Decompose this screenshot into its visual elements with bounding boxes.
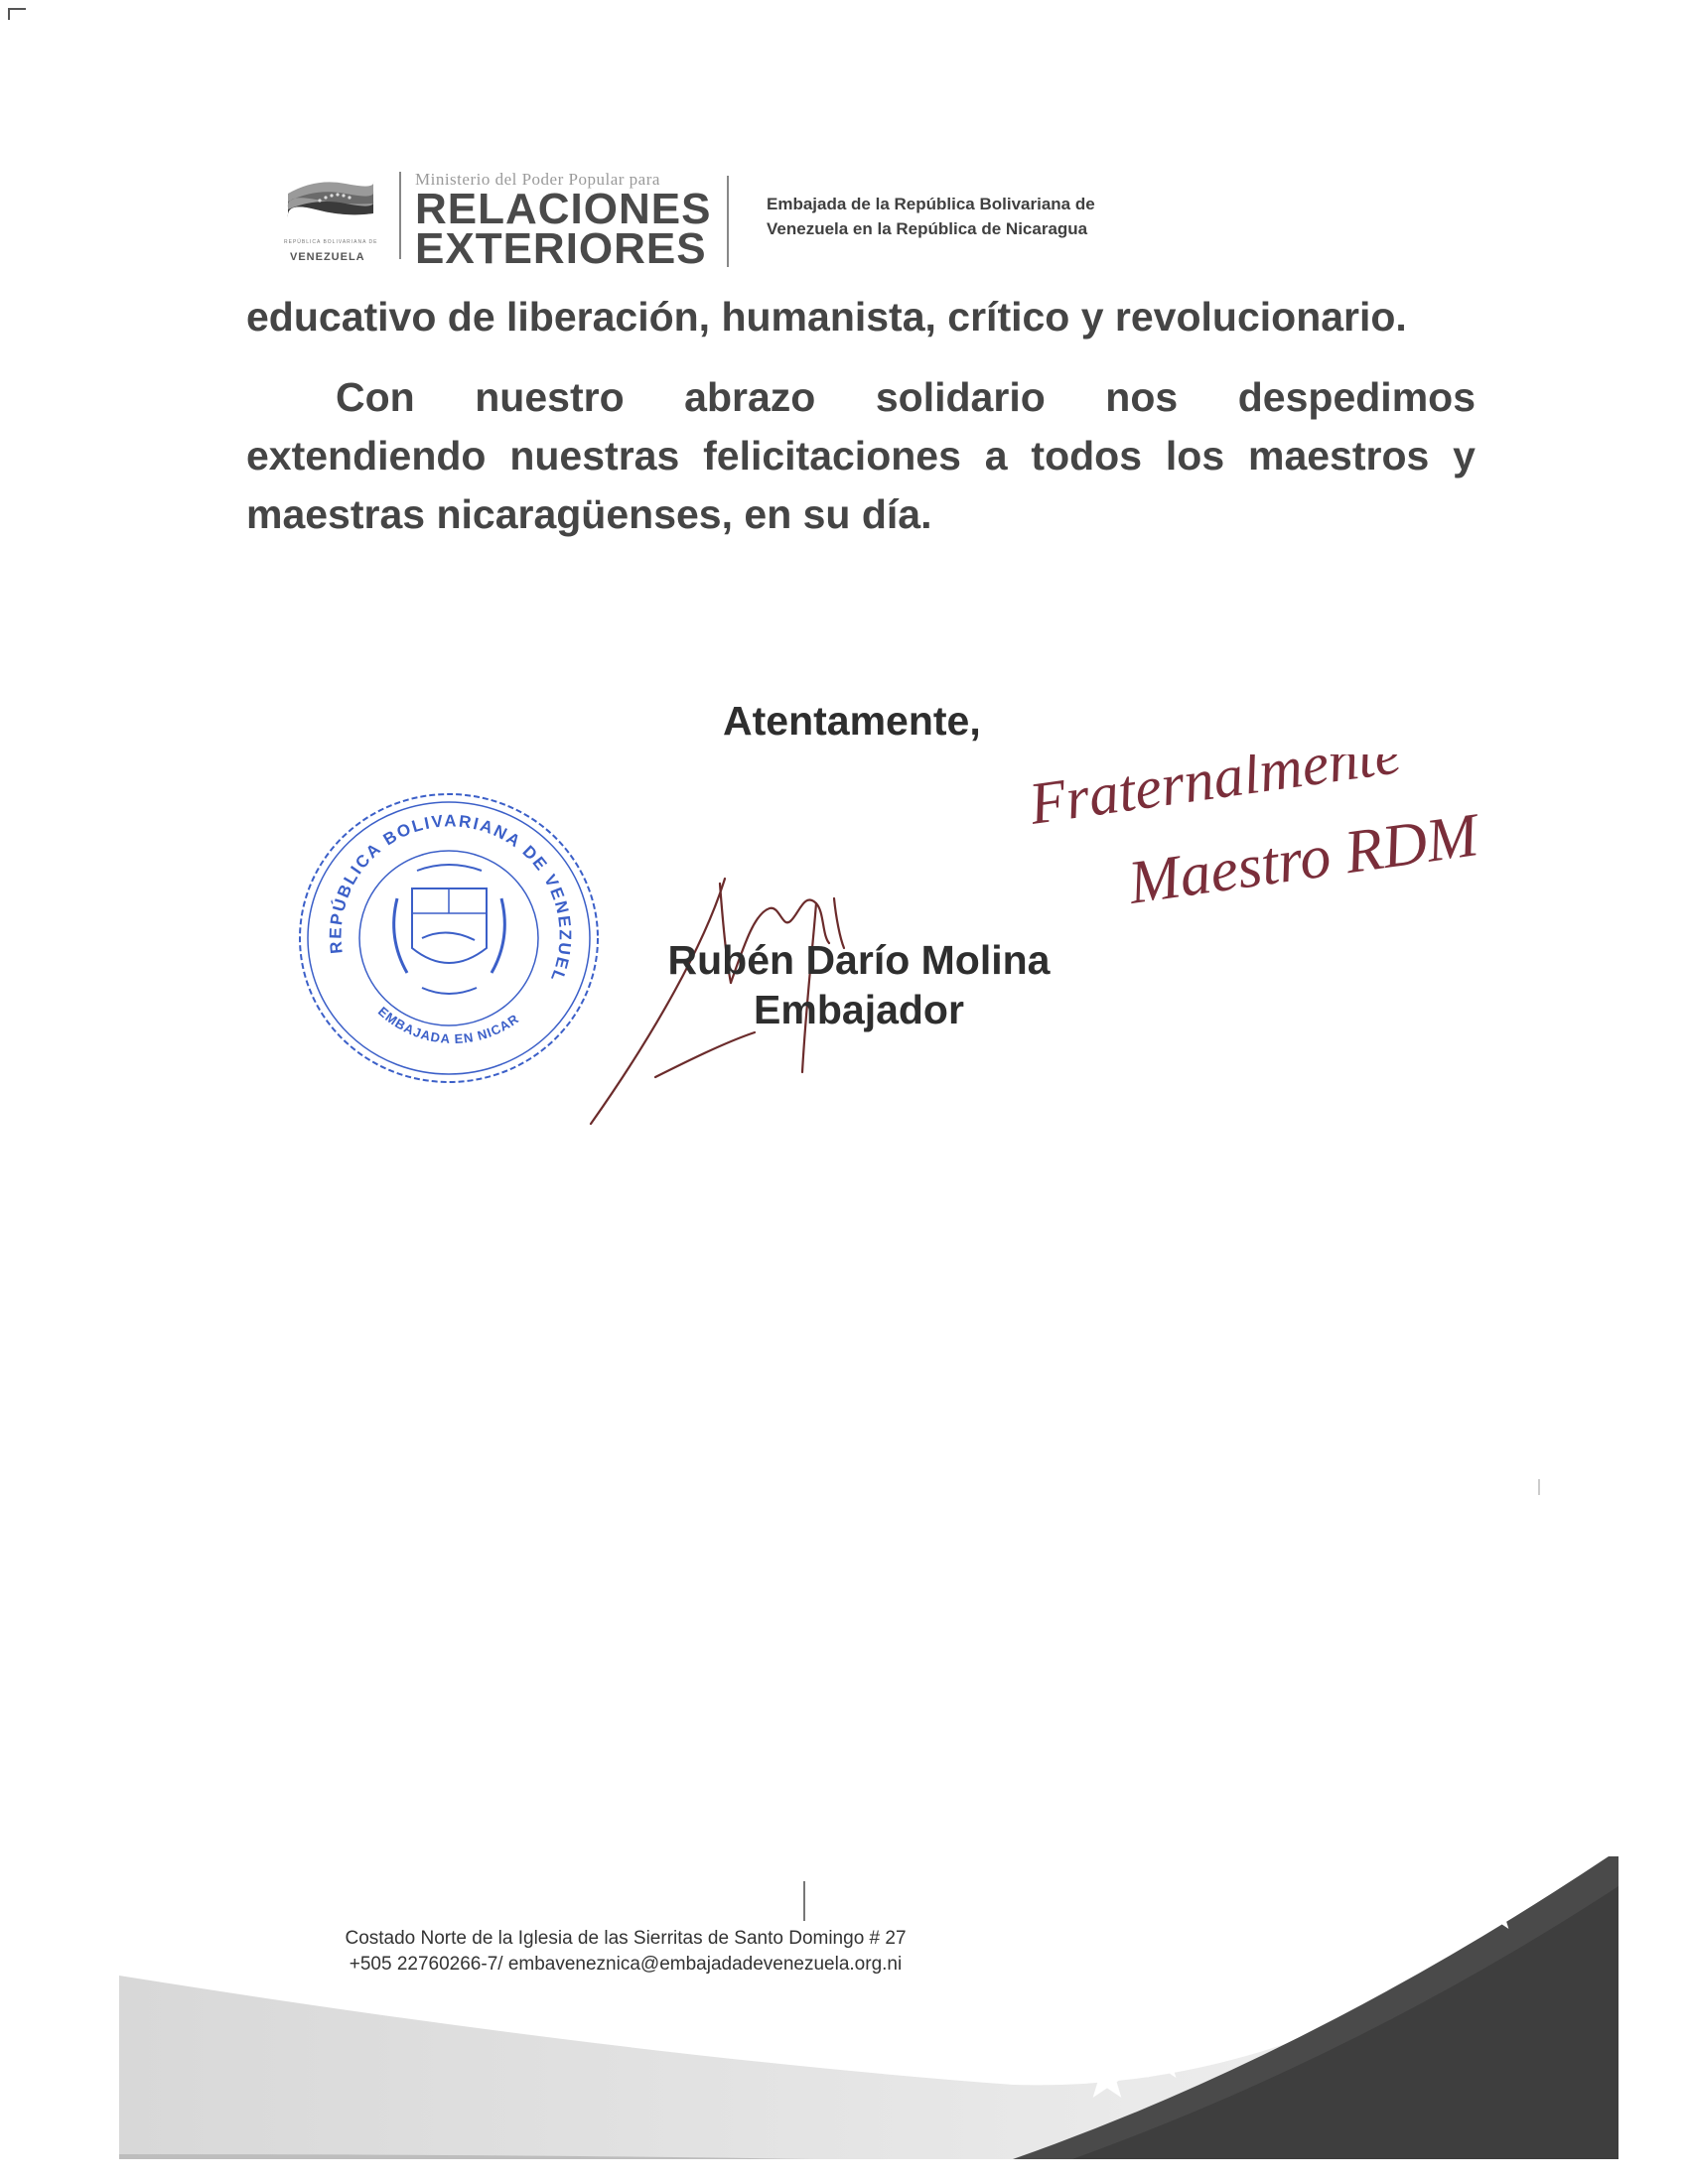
header-divider — [727, 176, 729, 267]
footer-swoosh — [119, 1856, 1618, 2164]
handwritten-note — [1033, 754, 1609, 953]
signatory-title: Embajador — [754, 987, 964, 1032]
paragraph: educativo de liberación, humanista, crítico y revolucionario. — [246, 294, 1407, 340]
header-divider — [399, 172, 401, 259]
ministry-line: Ministerio del Poder Popular para — [415, 170, 660, 189]
signatory-block — [650, 935, 1067, 1034]
address-line-1: Costado Norte de la Iglesia de las Sierritas de Santo Domingo # 27 — [345, 1928, 907, 1949]
footer-divider — [803, 1881, 805, 1921]
embassy-name — [767, 192, 1184, 241]
seal-inner-text: EMBAJADA EN NICAR — [374, 1004, 522, 1047]
ministry-word-2: EXTERIORES — [415, 224, 707, 273]
letterhead — [268, 164, 1182, 273]
note-line-2: Maestro RDM — [1124, 801, 1482, 917]
flag-icon — [286, 174, 375, 233]
ministry-word-1: RELACIONES — [415, 185, 712, 233]
address-line-2: +505 22760266-7/ embaveneznica@embajadadevenezuela.org.ni — [349, 1954, 903, 1975]
embassy-line-2: Venezuela en la República de Nicaragua — [767, 219, 1088, 238]
logo-country: VENEZUELA — [290, 251, 365, 263]
scan-artifact — [1537, 1479, 1541, 1495]
seal-outer-text: REPÚBLICA BOLIVARIANA DE VENEZUEL — [326, 811, 575, 986]
embassy-line-1: Embajada de la República Bolivariana de — [767, 195, 1095, 213]
scan-corner-mark — [8, 8, 26, 20]
handwritten-note-icon — [1033, 754, 1609, 953]
signatory-name: Rubén Darío Molina — [667, 937, 1051, 983]
letter-body — [246, 288, 1476, 544]
footer-address — [248, 1926, 1003, 1978]
paragraph: Con nuestro abrazo solidario nos despedimos extendiendo nuestras felicitaciones a todos los maestros y maestras nicaragüenses, en su día. — [246, 374, 1476, 537]
venezuela-logo — [278, 174, 389, 268]
logo-small-text: REPÚBLICA BOLIVARIANA DE — [284, 239, 378, 245]
ministry-title — [415, 170, 713, 273]
swoosh-icon — [119, 1856, 1618, 2164]
closing: Atentamente, — [723, 698, 981, 744]
note-line-1: Fraternalmente — [1033, 754, 1405, 837]
